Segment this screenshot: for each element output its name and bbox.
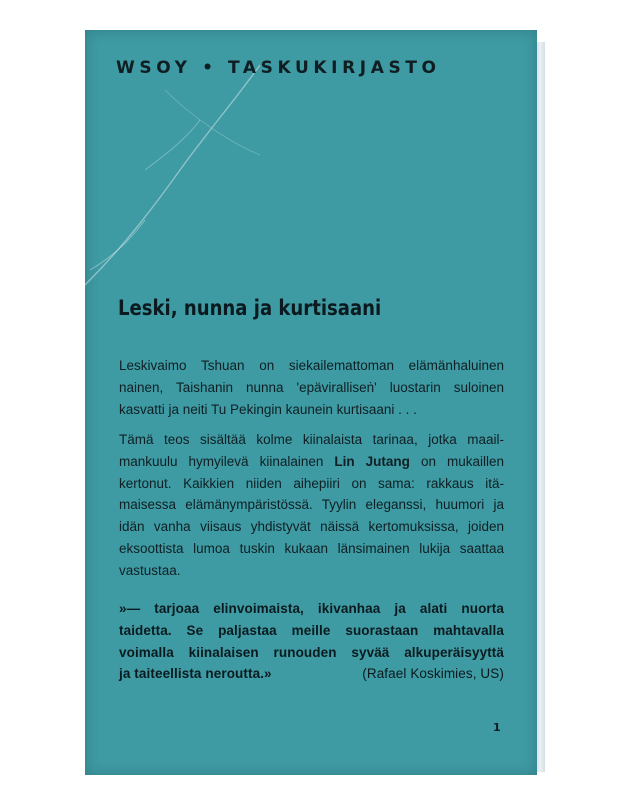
book-title: Leski, nunna ja kurtisaani — [118, 296, 382, 320]
description-line: eksoottista lumoa tuskin kukaan länsimainen lukija saattaa — [119, 540, 504, 556]
description-line: vastustaa. — [119, 562, 181, 578]
review-quote — [119, 598, 504, 685]
description-line: idän vanha viisaus yhdistyvät näissä kertomuksissa, joiden — [119, 519, 504, 535]
quote-line: taidetta. Se paljastaa meille suorastaan mahtavalla — [119, 622, 504, 638]
intro-paragraph — [119, 355, 504, 420]
description-line: maisessa elämänympäristössä. Tyylin eleganssi, huumori ja — [119, 497, 504, 513]
intro-line: Leskivaimo Tshuan on siekailemattoman elämänhaluinen — [119, 358, 504, 373]
intro-line: nainen, Taishanin nunna 'epäviralliseṅ' luostarin suloinen — [119, 379, 504, 395]
description-line: kertonut. Kaikkien niiden aihepiiri on sama: rakkaus itä- — [119, 475, 504, 491]
quote-line: voimalla kiinalaisen runouden syvää alkuperäisyyttä — [119, 644, 504, 660]
description-text: on mukaillen — [409, 453, 504, 469]
series-name: WSOY • TASKUKIRJASTO — [116, 58, 441, 78]
quote-text: ja taiteellista neroutta.» — [119, 666, 272, 682]
description-paragraph — [119, 429, 504, 582]
author-name: Lin Jutang — [334, 453, 410, 469]
description-text: mankuulu hymyilevä kiinalainen — [119, 453, 335, 469]
quote-attribution: (Rafael Koskimies, US) — [362, 666, 504, 682]
page-number: 1 — [493, 721, 501, 734]
description-line: Tämä teos sisältää kolme kiinalaista tarinaa, jotka maail- — [119, 432, 504, 447]
intro-line: kasvatti ja neiti Tu Pekingin kaunein kurtisaani . . . — [119, 401, 417, 417]
quote-line: »— tarjoaa elinvoimaista, ikivanhaa ja alati nuorta — [119, 601, 504, 616]
quote-line — [119, 663, 504, 685]
description-line — [119, 451, 504, 473]
